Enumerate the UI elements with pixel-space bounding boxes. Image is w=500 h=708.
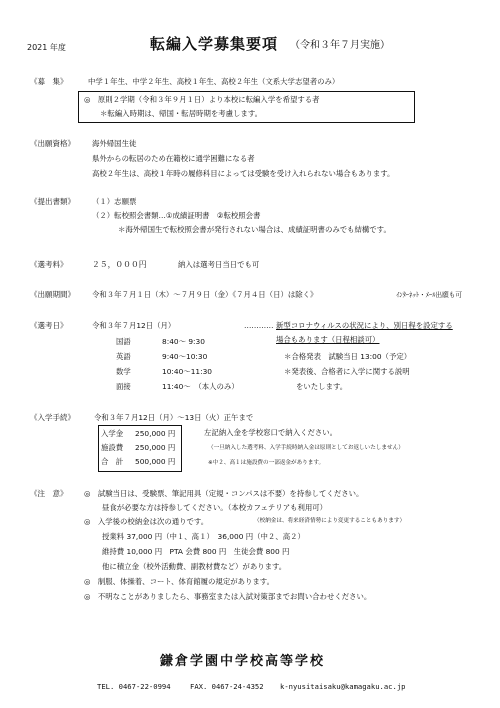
section-label-senkobi: 《選考日》 [30, 321, 68, 330]
chui-item2d: 他に積立金（校外活動費、副教材費など）があります。 [102, 562, 287, 571]
page-title: 転編入学募集要項 [150, 35, 279, 53]
chui-item4: ◎ 不明なことがありましたら、事務室または入試対策部までお問い合わせください。 [84, 592, 372, 601]
subject-time: 10:40～11:30 [162, 367, 212, 376]
fee-amount: 250,000 円 [135, 443, 176, 452]
fee-note2: （一旦納入した選考料、入学手続時納入金は原則としてお返しいたしません） [208, 445, 404, 451]
fee-name: 合 計 [101, 457, 124, 466]
school-name: 鎌倉学園中学校高等学校 [160, 654, 326, 669]
subject-name: 面接 [116, 382, 131, 391]
subject-name: 国語 [116, 337, 131, 346]
ryo-amount: ２５，０００円 [92, 260, 147, 269]
chui-item2b: 授業料 37,000 円（中１、高１） 36,000 円（中２、高２） [102, 532, 305, 541]
covid-notice-line2: 場合もあります（日程相談可） [276, 335, 380, 344]
shikaku-line3: 高校２年生は、高校１年時の履修科目によっては受験を受け入れられない場合もあります。 [92, 169, 395, 178]
chui-item3: ◎ 制服、体操着、コート、体育館履の規定があります。 [84, 577, 274, 586]
section-label-kikan: 《出願期間》 [30, 290, 75, 299]
post-result-note1: ＊発表後、合格者に入学に関する説明 [284, 367, 410, 376]
section-label-tetsuzuki: 《入学手続》 [30, 413, 75, 422]
section-label-ryo: 《選考料》 [30, 260, 68, 269]
boshu-box-line2: ＊転編入時期は、帰国・転居時期を考慮します。 [100, 109, 263, 118]
fee-row [101, 430, 175, 437]
subject-time: 8:40～ 9:30 [162, 337, 205, 346]
shorui-line3: ＊海外帰国生で転校照会書が発行されない場合は、成績証明書のみでも結構です。 [118, 225, 391, 234]
fee-row [101, 444, 175, 451]
shorui-line1: （１）志願票 [92, 197, 137, 206]
chui-item2a-note: （校納金は、将来経済情勢により変更することもあります） [254, 518, 406, 524]
subject-name: 数学 [116, 367, 131, 376]
fee-note1: 左記納入金を学校窓口で納入ください。 [204, 428, 338, 437]
section-label-shorui: 《提出書類》 [30, 197, 75, 206]
tetsuzuki-period: 令和３年７月12日（月）～13日（火）正午まで [94, 413, 254, 422]
chui-item1a: ◎ 試験当日は、受験票、筆記用具（定規・コンパスは不要）を持参してください。 [84, 489, 364, 498]
boshu-text: 中学１年生、中学２年生、高校１年生、高校２年生（文系大学志望者のみ） [88, 77, 340, 86]
fee-note3: ※中２、高１は施設費の一部返金があります。 [208, 460, 325, 466]
fee-box [98, 425, 182, 472]
subject-time: 9:40～10:30 [162, 352, 208, 361]
section-label-boshu: 《募 集》 [30, 77, 68, 86]
chui-item2a: ◎ 入学後の校納金は次の通りです。 [84, 517, 209, 526]
result-announcement: ＊合格発表 試験当日 13:00（予定） [284, 352, 412, 361]
section-label-shikaku: 《出願資格》 [30, 139, 75, 148]
contact-tel: TEL. 0467-22-0994 [97, 682, 171, 691]
fee-amount: 500,000 円 [135, 457, 176, 466]
fee-name: 施設費 [101, 443, 124, 452]
shikaku-line1: 海外帰国生徒 [92, 139, 137, 148]
shikaku-line2: 県外からの転居のため在籍校に通学困難になる者 [92, 154, 255, 163]
contact-fax: FAX. 0467-24-4352 [190, 682, 264, 691]
page-subtitle: （令和３年７月実施） [290, 40, 390, 51]
section-label-chui: 《注 意》 [30, 489, 68, 498]
boshu-box-line1: ◎ 原則２学期（令和３年９月１日）より本校に転編入学を希望する者 [84, 95, 320, 104]
fee-name: 入学金 [101, 429, 124, 438]
shorui-line2: （２）転校照会書類…①成績証明書 ②転校照会書 [92, 211, 261, 220]
kikan-text: 令和３年７月１日（木）～７月９日（金）《７月４日（日）は除く》 [92, 290, 318, 299]
chui-item2c: 維持費 10,000 円 PTA 会費 800 円 生徒会費 800 円 [102, 547, 290, 556]
senkobi-dots: ………… [244, 321, 274, 330]
school-year: 2021 年度 [27, 43, 66, 52]
subject-time: 11:40～ （本人のみ） [162, 382, 239, 391]
subject-name: 英語 [116, 352, 131, 361]
kikan-note: ｲﾝﾀｰﾈｯﾄ・ﾒｰﾙ出願も可 [396, 291, 462, 299]
fee-amount: 250,000 円 [135, 429, 176, 438]
post-result-note2: をいたします。 [296, 382, 348, 391]
fee-row [101, 458, 175, 465]
covid-notice-line1: 新型コロナウィルスの状況により、別日程を設定する [276, 321, 453, 330]
chui-item1b: 昼食が必要な方は持参してください。（本校カフェテリアも利用可） [102, 503, 328, 512]
ryo-note: 納入は選考日当日でも可 [178, 260, 260, 269]
senkobi-date: 令和３年７月12日（月） [92, 321, 176, 330]
contact-email[interactable]: k-nyusitaisaku@kamagaku.ac.jp [280, 682, 406, 691]
